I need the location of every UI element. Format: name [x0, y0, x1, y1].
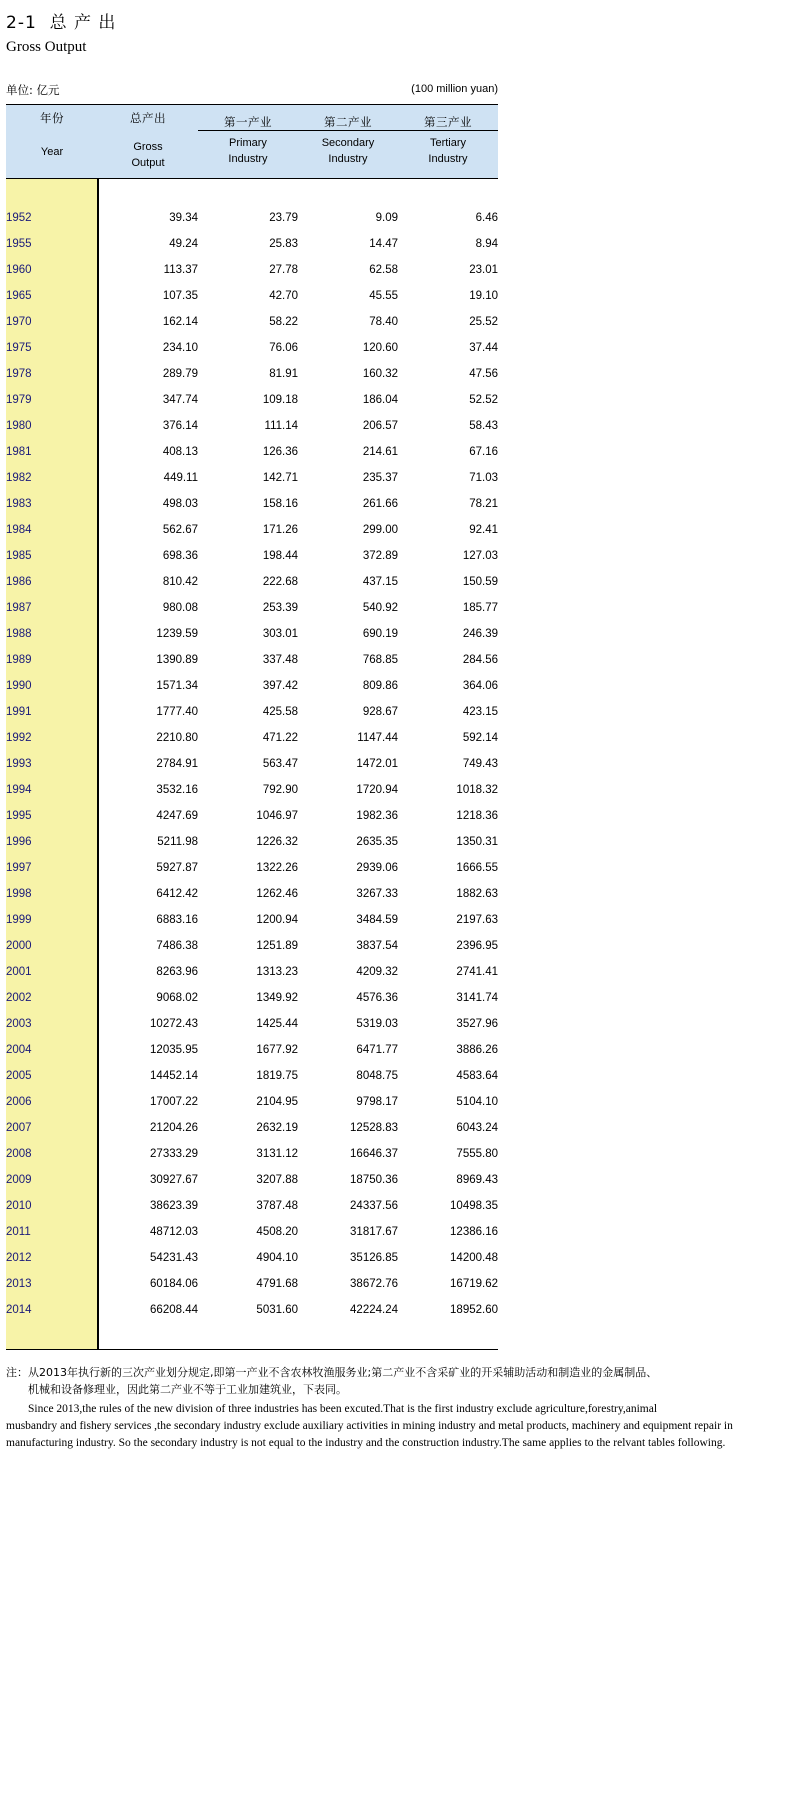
- table-row: [6, 361, 498, 387]
- cell-gross: 162.14: [162, 315, 198, 328]
- cell-tertiary: 749.43: [462, 757, 498, 770]
- cell-secondary: 1720.94: [356, 783, 398, 796]
- cell-gross: 30927.67: [150, 1173, 198, 1186]
- cell-tertiary: 14200.48: [450, 1251, 498, 1264]
- cell-tertiary: 4583.64: [456, 1069, 498, 1082]
- cell-year: 2008: [6, 1141, 98, 1167]
- cell-tertiary: 1350.31: [456, 835, 498, 848]
- cell-primary: 4508.20: [256, 1225, 298, 1238]
- cell-tertiary: 25.52: [469, 315, 498, 328]
- cell-primary: 222.68: [262, 575, 298, 588]
- cell-secondary: 9.09: [375, 211, 398, 224]
- cell-gross: 27333.29: [150, 1147, 198, 1160]
- cell-secondary: 160.32: [362, 367, 398, 380]
- cell-gross: 39.34: [169, 211, 198, 224]
- cell-tertiary: 8969.43: [456, 1173, 498, 1186]
- cell-primary: 3207.88: [256, 1173, 298, 1186]
- cell-tertiary: 150.59: [462, 575, 498, 588]
- cell-tertiary: 8.94: [475, 237, 498, 250]
- cell-year: 1989: [6, 647, 98, 673]
- cell-gross: 21204.26: [150, 1121, 198, 1134]
- cell-tertiary: 1666.55: [456, 861, 498, 874]
- cell-tertiary: 1218.36: [456, 809, 498, 822]
- cell-year: 2012: [6, 1245, 98, 1271]
- cell-year: 1975: [6, 335, 98, 361]
- cell-gross: 1239.59: [156, 627, 198, 640]
- cell-year: 1983: [6, 491, 98, 517]
- cell-tertiary: 52.52: [469, 393, 498, 406]
- cell-secondary: 9798.17: [356, 1095, 398, 1108]
- cell-gross: 60184.06: [150, 1277, 198, 1290]
- cell-tertiary: 1018.32: [456, 783, 498, 796]
- cell-primary: 158.16: [262, 497, 298, 510]
- cell-year: 2009: [6, 1167, 98, 1193]
- cell-gross: 10272.43: [150, 1017, 198, 1030]
- table-row: [6, 439, 498, 465]
- cell-primary: 76.06: [269, 341, 298, 354]
- table-bottom-spacer: [6, 1323, 498, 1350]
- col-header-secondary-en: [298, 131, 398, 179]
- cell-secondary: 437.15: [362, 575, 398, 588]
- cell-gross: 1777.40: [156, 705, 198, 718]
- cell-tertiary: 2396.95: [456, 939, 498, 952]
- table-row: [6, 829, 498, 855]
- cell-tertiary: 2197.63: [456, 913, 498, 926]
- cell-primary: 1819.75: [256, 1069, 298, 1082]
- cell-primary: 1349.92: [256, 991, 298, 1004]
- table-row: [6, 673, 498, 699]
- cell-gross: 449.11: [163, 471, 198, 484]
- cell-gross: 347.74: [162, 393, 198, 406]
- table-row: [6, 231, 498, 257]
- table-row: [6, 1115, 498, 1141]
- cell-gross: 48712.03: [150, 1225, 198, 1238]
- unit-english: (100 million yuan): [411, 83, 498, 95]
- cell-secondary: 14.47: [369, 237, 398, 250]
- cell-gross: 5927.87: [156, 861, 198, 874]
- cell-primary: 1425.44: [256, 1017, 298, 1030]
- cell-secondary: 31817.67: [350, 1225, 398, 1238]
- cell-year: 1998: [6, 881, 98, 907]
- table-row: [6, 777, 498, 803]
- cell-tertiary: 16719.62: [450, 1277, 498, 1290]
- cell-primary: 1322.26: [256, 861, 298, 874]
- cell-secondary: 2635.35: [356, 835, 398, 848]
- cell-secondary: 12528.83: [350, 1121, 398, 1134]
- cell-primary: 4904.10: [256, 1251, 298, 1264]
- table-row: [6, 725, 498, 751]
- cell-tertiary: 67.16: [469, 445, 498, 458]
- cell-gross: 2784.91: [156, 757, 198, 770]
- cell-secondary: 372.89: [362, 549, 398, 562]
- col-header-secondary-cn: 第二产业: [298, 105, 398, 131]
- cell-year: 1993: [6, 751, 98, 777]
- cell-gross: 5211.98: [157, 835, 198, 848]
- cell-tertiary: 364.06: [462, 679, 498, 692]
- table-header: [6, 105, 498, 179]
- cell-tertiary: 127.03: [462, 549, 498, 562]
- cell-year: 1986: [6, 569, 98, 595]
- cell-secondary: 62.58: [369, 263, 398, 276]
- cell-secondary: 3267.33: [356, 887, 398, 900]
- cell-tertiary: 7555.80: [456, 1147, 498, 1160]
- cell-tertiary: 5104.10: [456, 1095, 498, 1108]
- table-body: [6, 178, 498, 1350]
- cell-secondary: 235.37: [362, 471, 398, 484]
- cell-secondary: 1982.36: [356, 809, 398, 822]
- cell-tertiary: 58.43: [469, 419, 498, 432]
- note-chinese: [6, 1364, 794, 1399]
- unit-chinese: 单位: 亿元: [6, 83, 60, 97]
- cell-year: 1970: [6, 309, 98, 335]
- cell-gross: 14452.14: [150, 1069, 198, 1082]
- cell-gross: 376.14: [162, 419, 198, 432]
- cell-primary: 471.22: [262, 731, 298, 744]
- cell-tertiary: 423.15: [462, 705, 498, 718]
- table-row: [6, 1063, 498, 1089]
- cell-tertiary: 284.56: [462, 653, 498, 666]
- cell-primary: 2632.19: [256, 1121, 298, 1134]
- cell-secondary: 6471.77: [356, 1043, 398, 1056]
- cell-year: 1980: [6, 413, 98, 439]
- cell-gross: 2210.80: [156, 731, 198, 744]
- cell-year: 2013: [6, 1271, 98, 1297]
- table-row: [6, 933, 498, 959]
- note-en-line-3: equipment repair in manufacturing industry. So the secondary industry is not equal to the industry and the construction industry.The same: [6, 1419, 733, 1450]
- table-row: [6, 985, 498, 1011]
- table-row: [6, 1011, 498, 1037]
- table-row: [6, 257, 498, 283]
- cell-secondary: 3484.59: [356, 913, 398, 926]
- cell-primary: 563.47: [262, 757, 298, 770]
- cell-year: 2004: [6, 1037, 98, 1063]
- cell-year: 1978: [6, 361, 98, 387]
- table-row: [6, 387, 498, 413]
- table-row: [6, 1271, 498, 1297]
- table-row: [6, 1297, 498, 1323]
- cell-year: 1994: [6, 777, 98, 803]
- table-row: [6, 959, 498, 985]
- col-header-tertiary-en-2: Industry: [428, 152, 468, 165]
- cell-primary: 1677.92: [256, 1043, 298, 1056]
- cell-secondary: 78.40: [369, 315, 398, 328]
- cell-secondary: 809.86: [362, 679, 398, 692]
- note-cn-line-1: 注：从2013年执行新的三次产业划分规定,即第一产业不含农林牧渔服务业;第二产业不含采矿业的开采辅助活动和制造业的金属制品、: [6, 1365, 658, 1379]
- cell-secondary: 45.55: [369, 289, 398, 302]
- table-row: [6, 803, 498, 829]
- table-row: [6, 1193, 498, 1219]
- cell-tertiary: 6.46: [475, 211, 498, 224]
- cell-gross: 498.03: [162, 497, 198, 510]
- title-chinese: 总 产 出: [49, 13, 117, 33]
- table-row: [6, 569, 498, 595]
- note-en-line-2: musbandry and fishery services ,the secondary industry exclude auxiliary activities in mining industry and metal products, machinery and: [6, 1419, 640, 1432]
- cell-secondary: 4576.36: [356, 991, 398, 1004]
- cell-primary: 1262.46: [256, 887, 298, 900]
- cell-year: 2000: [6, 933, 98, 959]
- table-row: [6, 543, 498, 569]
- cell-secondary: 5319.03: [356, 1017, 398, 1030]
- cell-gross: 408.13: [162, 445, 198, 458]
- cell-gross: 562.67: [162, 523, 198, 536]
- cell-year: 1987: [6, 595, 98, 621]
- col-header-primary-en-1: Primary: [229, 137, 267, 149]
- cell-tertiary: 71.03: [469, 471, 498, 484]
- col-header-year: [6, 105, 98, 179]
- cell-gross: 6883.16: [156, 913, 198, 926]
- cell-secondary: 540.92: [362, 601, 398, 614]
- table-row: [6, 1219, 498, 1245]
- cell-year: 2001: [6, 959, 98, 985]
- cell-gross: 980.08: [162, 601, 198, 614]
- cell-secondary: 214.61: [362, 445, 398, 458]
- cell-primary: 81.91: [269, 367, 298, 380]
- cell-year: 1955: [6, 231, 98, 257]
- cell-year: 1990: [6, 673, 98, 699]
- cell-primary: 5031.60: [256, 1303, 298, 1316]
- cell-year: 1988: [6, 621, 98, 647]
- cell-primary: 27.78: [269, 263, 298, 276]
- col-header-gross-en-1: Gross: [133, 140, 163, 153]
- table-top-spacer: [6, 178, 498, 205]
- col-header-gross-output: [98, 105, 198, 179]
- cell-tertiary: 92.41: [469, 523, 498, 536]
- table-row: [6, 1037, 498, 1063]
- table-row: [6, 491, 498, 517]
- cell-gross: 1571.34: [156, 679, 198, 692]
- cell-tertiary: 3886.26: [456, 1043, 498, 1056]
- cell-gross: 234.10: [162, 341, 198, 354]
- cell-gross: 54231.43: [150, 1251, 198, 1264]
- gross-output-table: [6, 104, 498, 1350]
- table-row: [6, 1141, 498, 1167]
- cell-primary: 1313.23: [256, 965, 298, 978]
- col-header-year-cn: 年份: [40, 111, 64, 125]
- cell-primary: 1046.97: [256, 809, 298, 822]
- table-row: [6, 621, 498, 647]
- col-header-tertiary-cn: 第三产业: [398, 105, 498, 131]
- cell-secondary: 24337.56: [350, 1199, 398, 1212]
- table-row: [6, 907, 498, 933]
- cell-primary: 397.42: [262, 679, 298, 692]
- unit-row: [0, 82, 800, 104]
- cell-tertiary: 37.44: [469, 341, 498, 354]
- cell-year: 1960: [6, 257, 98, 283]
- cell-secondary: 1472.01: [356, 757, 398, 770]
- table-row: [6, 335, 498, 361]
- cell-tertiary: 78.21: [469, 497, 498, 510]
- note-en-line-1: Since 2013,the rules of the new division of three industries has been excuted.That is the first industry exclude agriculture,forestry,animal: [28, 1402, 658, 1415]
- cell-primary: 253.39: [262, 601, 298, 614]
- col-header-primary-cn: 第一产业: [198, 105, 298, 131]
- cell-tertiary: 12386.16: [450, 1225, 498, 1238]
- cell-gross: 289.79: [162, 367, 198, 380]
- cell-year: 1981: [6, 439, 98, 465]
- col-header-tertiary-en: [398, 131, 498, 179]
- cell-primary: 1200.94: [256, 913, 298, 926]
- cell-secondary: 4209.32: [356, 965, 398, 978]
- cell-primary: 23.79: [269, 211, 298, 224]
- cell-gross: 4247.69: [156, 809, 198, 822]
- cell-year: 1952: [6, 205, 98, 231]
- cell-tertiary: 10498.35: [450, 1199, 498, 1212]
- cell-secondary: 690.19: [362, 627, 398, 640]
- table-row: [6, 1167, 498, 1193]
- cell-secondary: 768.85: [362, 653, 398, 666]
- cell-gross: 7486.38: [156, 939, 198, 952]
- cell-primary: 111.14: [264, 419, 298, 432]
- cell-year: 1997: [6, 855, 98, 881]
- cell-year: 2006: [6, 1089, 98, 1115]
- note-en-line-4: applies to the relvant tables following.: [549, 1437, 726, 1450]
- table-bottom-rule: [6, 1349, 498, 1350]
- cell-primary: 337.48: [262, 653, 298, 666]
- cell-year: 1965: [6, 283, 98, 309]
- cell-secondary: 928.67: [362, 705, 398, 718]
- table-row: [6, 1089, 498, 1115]
- table-row: [6, 751, 498, 777]
- cell-gross: 3532.16: [156, 783, 198, 796]
- cell-year: 1979: [6, 387, 98, 413]
- cell-secondary: 38672.76: [350, 1277, 398, 1290]
- cell-secondary: 299.00: [362, 523, 398, 536]
- cell-primary: 792.90: [262, 783, 298, 796]
- table-notes: [6, 1364, 794, 1453]
- cell-secondary: 16646.37: [350, 1147, 398, 1160]
- title-english: Gross Output: [6, 39, 87, 55]
- cell-primary: 303.01: [262, 627, 298, 640]
- table-row: [6, 283, 498, 309]
- cell-tertiary: 18952.60: [450, 1303, 498, 1316]
- cell-gross: 107.35: [162, 289, 198, 302]
- cell-tertiary: 3527.96: [456, 1017, 498, 1030]
- cell-primary: 425.58: [262, 705, 298, 718]
- cell-gross: 38623.39: [150, 1199, 198, 1212]
- cell-primary: 42.70: [269, 289, 298, 302]
- table-row: [6, 647, 498, 673]
- col-header-primary-en: [198, 131, 298, 179]
- table-row: [6, 465, 498, 491]
- cell-secondary: 261.66: [362, 497, 398, 510]
- cell-tertiary: 185.77: [462, 601, 498, 614]
- cell-primary: 198.44: [262, 549, 298, 562]
- col-header-primary-en-2: Industry: [228, 152, 268, 165]
- cell-year: 1982: [6, 465, 98, 491]
- col-header-year-en: Year: [40, 145, 64, 158]
- cell-year: 1995: [6, 803, 98, 829]
- cell-year: 2007: [6, 1115, 98, 1141]
- cell-secondary: 186.04: [362, 393, 398, 406]
- table-row: [6, 1245, 498, 1271]
- cell-gross: 1390.89: [156, 653, 198, 666]
- table-row: [6, 881, 498, 907]
- cell-secondary: 3837.54: [356, 939, 398, 952]
- cell-gross: 12035.95: [150, 1043, 198, 1056]
- cell-primary: 3131.12: [256, 1147, 298, 1160]
- cell-tertiary: 3141.74: [456, 991, 498, 1004]
- cell-primary: 142.71: [262, 471, 298, 484]
- cell-year: 1985: [6, 543, 98, 569]
- cell-gross: 49.24: [169, 237, 198, 250]
- cell-tertiary: 6043.24: [456, 1121, 498, 1134]
- cell-tertiary: 19.10: [469, 289, 498, 302]
- cell-year: 2003: [6, 1011, 98, 1037]
- cell-primary: 4791.68: [256, 1277, 298, 1290]
- cell-year: 2005: [6, 1063, 98, 1089]
- cell-gross: 17007.22: [150, 1095, 198, 1108]
- cell-primary: 1226.32: [256, 835, 298, 848]
- cell-year: 1991: [6, 699, 98, 725]
- cell-year: 2014: [6, 1297, 98, 1323]
- note-cn-line-2: 机械和设备修理业，因此第二产业不等于工业加建筑业，下表同。: [28, 1383, 347, 1397]
- cell-primary: 109.18: [262, 393, 298, 406]
- col-header-secondary-en-2: Industry: [328, 152, 368, 165]
- cell-secondary: 206.57: [362, 419, 398, 432]
- cell-gross: 8263.96: [156, 965, 198, 978]
- cell-secondary: 35126.85: [350, 1251, 398, 1264]
- cell-tertiary: 23.01: [469, 263, 498, 276]
- cell-gross: 6412.42: [156, 887, 198, 900]
- cell-tertiary: 592.14: [462, 731, 498, 744]
- cell-gross: 698.36: [162, 549, 198, 562]
- cell-primary: 1251.89: [256, 939, 298, 952]
- cell-gross: 113.37: [163, 263, 198, 276]
- cell-gross: 9068.02: [156, 991, 198, 1004]
- table-row: [6, 517, 498, 543]
- cell-secondary: 42224.24: [350, 1303, 398, 1316]
- cell-primary: 3787.48: [256, 1199, 298, 1212]
- cell-gross: 810.42: [162, 575, 198, 588]
- cell-secondary: 120.60: [362, 341, 398, 354]
- cell-year: 2002: [6, 985, 98, 1011]
- cell-secondary: 8048.75: [356, 1069, 398, 1082]
- cell-secondary: 18750.36: [350, 1173, 398, 1186]
- cell-secondary: 1147.44: [357, 731, 398, 744]
- table-row: [6, 595, 498, 621]
- col-header-secondary-en-1: Secondary: [321, 137, 375, 149]
- col-header-gross-cn: 总产出: [130, 111, 166, 125]
- cell-year: 1996: [6, 829, 98, 855]
- cell-tertiary: 246.39: [462, 627, 498, 640]
- cell-primary: 58.22: [269, 315, 298, 328]
- cell-year: 1984: [6, 517, 98, 543]
- col-header-tertiary-en-1: Tertiary: [429, 137, 467, 149]
- cell-tertiary: 2741.41: [456, 965, 498, 978]
- table-row: [6, 205, 498, 231]
- table-row: [6, 855, 498, 881]
- cell-secondary: 2939.06: [356, 861, 398, 874]
- table-row: [6, 309, 498, 335]
- cell-tertiary: 47.56: [469, 367, 498, 380]
- cell-primary: 2104.95: [256, 1095, 298, 1108]
- table-row: [6, 413, 498, 439]
- cell-primary: 25.83: [269, 237, 298, 250]
- cell-year: 2010: [6, 1193, 98, 1219]
- table-row: [6, 699, 498, 725]
- cell-year: 1999: [6, 907, 98, 933]
- col-header-gross-en-2: Output: [131, 156, 165, 169]
- note-english: [6, 1401, 794, 1453]
- cell-year: 2011: [6, 1219, 98, 1245]
- cell-year: 1992: [6, 725, 98, 751]
- cell-primary: 171.26: [262, 523, 298, 536]
- cell-primary: 126.36: [262, 445, 298, 458]
- page-title: [0, 0, 800, 33]
- table-number: 2-1: [6, 13, 37, 33]
- cell-gross: 66208.44: [150, 1303, 198, 1316]
- cell-tertiary: 1882.63: [456, 887, 498, 900]
